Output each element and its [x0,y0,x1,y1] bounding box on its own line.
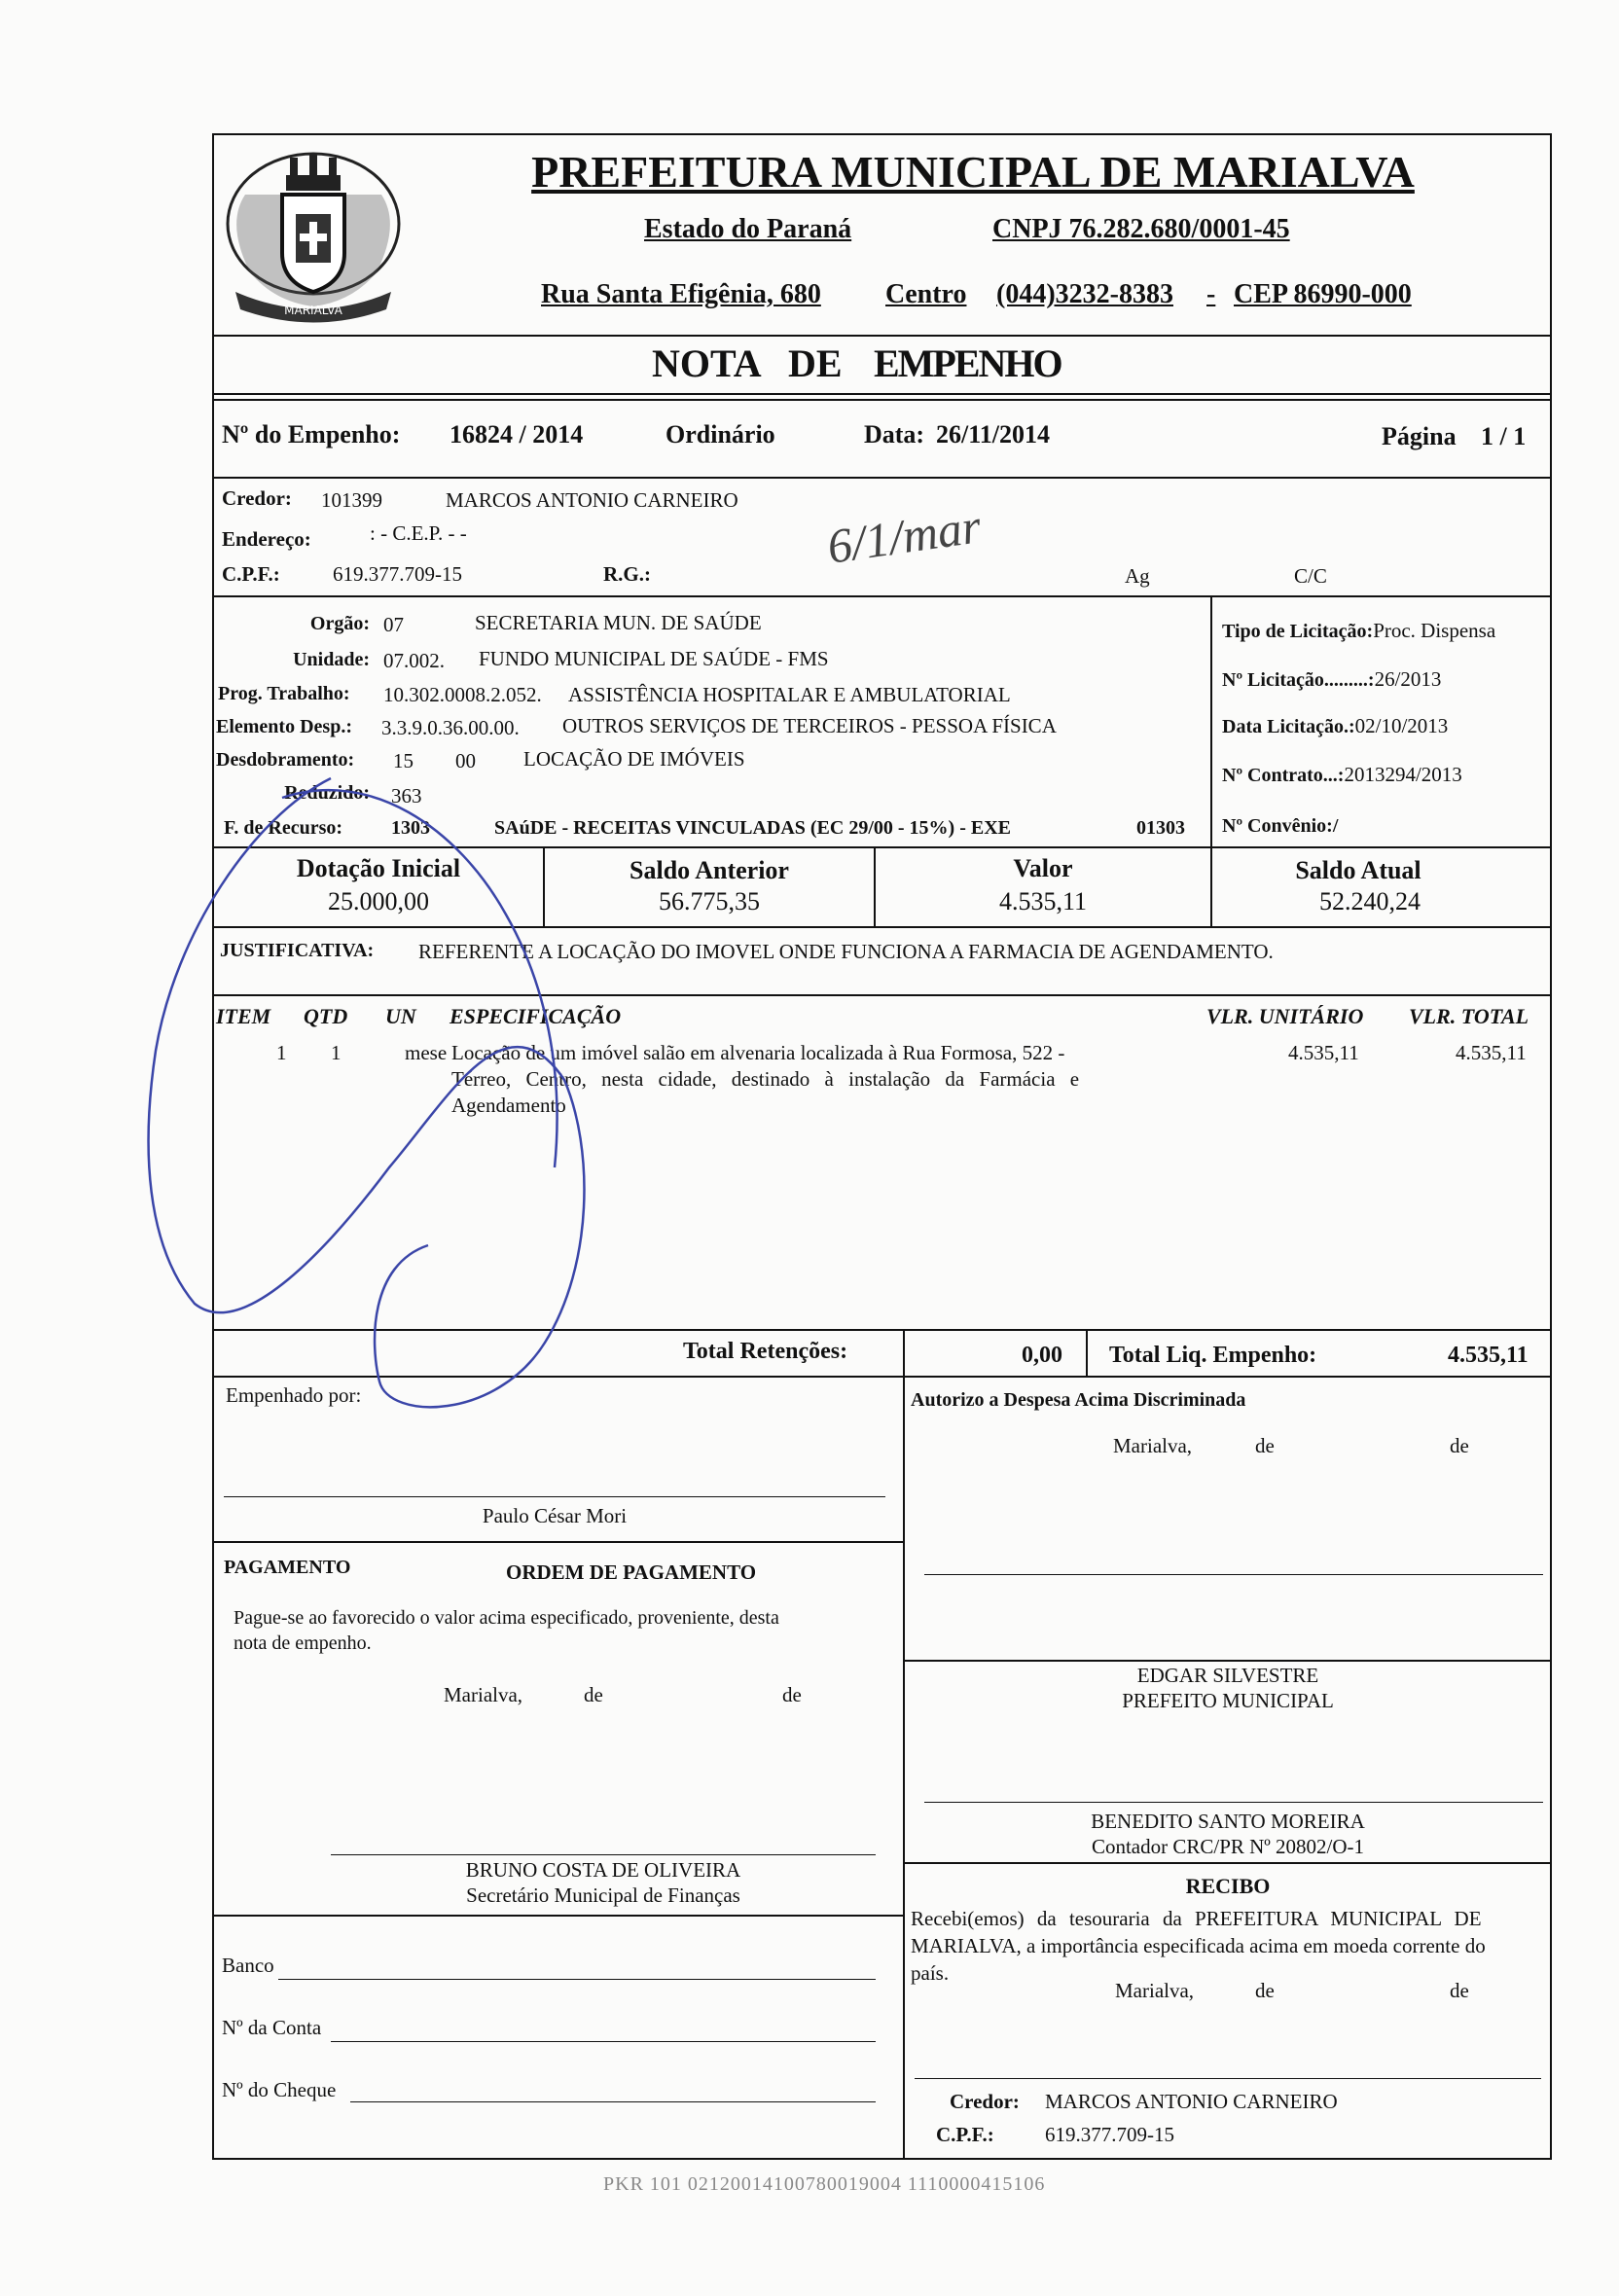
elemento-name: OUTROS SERVIÇOS DE TERCEIROS - PESSOA FÍSICA [562,714,1057,737]
cnpj-label: CNPJ 76.282.680/0001-45 [992,214,1290,244]
item-un: mese [405,1041,448,1064]
district-label: Centro [885,279,967,309]
empenho-date: 26/11/2014 [936,420,1051,448]
valor-value: 4.535,11 [998,887,1088,915]
contador-title: Contador CRC/PR Nº 20802/O-1 [1091,1835,1365,1858]
state-label: Estado do Paraná [644,214,852,244]
signature-line [915,2078,1541,2079]
contrato-label: Nº Contrato...: [1222,765,1345,786]
items-header-spec: ESPECIFICAÇÃO [450,1004,622,1028]
address-field-label: Endereço: [222,527,311,551]
pague-de-2: de [782,1683,802,1706]
divider [212,477,1552,479]
prog-label: Prog. Trabalho: [218,683,350,704]
divider [903,1329,905,1376]
saldo-atual-label: Saldo Atual [1295,856,1421,884]
doc-title-3: EMPENHO [874,341,1061,385]
banco-line [278,1979,876,1980]
empenhado-name: Paulo César Mori [482,1504,628,1527]
autorizo-label: Autorizo a Despesa Acima Discriminada [911,1389,1246,1411]
dash-separator: - [1206,279,1216,309]
prog-code: 10.302.0008.2.052. [383,683,542,706]
empenho-date-label: Data: [864,420,925,448]
signature-line [924,1574,1543,1575]
recibo-city: Marialva, [1115,1979,1195,2002]
contador-name: BENEDITO SANTO MOREIRA [1091,1810,1365,1833]
licitacao-type-value: Proc. Dispensa [1373,619,1496,642]
divider [212,1915,905,1917]
coat-of-arms-icon [216,136,411,331]
licitacao-number [1222,667,1441,692]
doc-title-1: NOTA [652,341,762,385]
item-total-value: 4.535,11 [1456,1041,1527,1064]
licitacao-date-value: 02/10/2013 [1354,714,1449,737]
credor-label: Credor: [222,486,292,510]
divider [903,1862,1552,1864]
licitacao-number-label: Nº Licitação.........: [1222,669,1375,691]
item-spec-line-3: Agendamento [451,1094,566,1117]
recibo-cpf: 619.377.709-15 [1045,2123,1174,2146]
items-header-item: ITEM [216,1004,271,1028]
contrato [1222,763,1462,787]
svg-text:MARIALVA: MARIALVA [284,304,342,317]
cheque-line [350,2101,876,2102]
cheque-label: Nº do Cheque [222,2078,337,2101]
divider [212,1541,905,1543]
recibo-de-1: de [1255,1979,1275,2002]
recibo-label: RECIBO [1185,1874,1271,1898]
desdobramento-code-1: 15 [393,749,414,772]
recibo-cpf-label: C.P.F.: [936,2123,994,2146]
ag-label: Ag [1125,564,1150,588]
retencoes-value: 0,00 [1022,1343,1062,1368]
address-field-value: : - C.E.P. - - [370,521,467,545]
pagamento-label: PAGAMENTO [224,1557,351,1578]
licitacao-type-label-text: Tipo de Licitação: [1222,621,1374,642]
pague-city: Marialva, [444,1683,523,1706]
liquido-value: 4.535,11 [1448,1343,1529,1368]
phone-label: (044)3232-8383 [996,279,1173,309]
signature-line [924,1802,1543,1803]
desdobramento-name: LOCAÇÃO DE IMÓVEIS [523,747,745,771]
item-spec-line-1: Locação de um imóvel salão em alvenaria localizada à Rua Formosa, 522 - [451,1041,1065,1064]
empenhado-label: Empenhado por: [226,1383,362,1407]
orgao-label: Orgão: [309,613,370,634]
licitacao-date [1222,714,1448,738]
conta-label: Nº da Conta [222,2016,322,2039]
recurso-name: SAúDE - RECEITAS VINCULADAS (EC 29/00 - 15%) - EXE [494,817,1011,839]
pague-line-1: Pague-se ao favorecido o valor acima especificado, proveniente, desta [234,1607,779,1629]
ordem-label: ORDEM DE PAGAMENTO [506,1561,757,1584]
item-qtd: 1 [331,1041,342,1064]
secretario-name: BRUNO COSTA DE OLIVEIRA [465,1858,741,1882]
recibo-credor-label: Credor: [950,2090,1020,2113]
licitacao-number-value: 26/2013 [1374,667,1442,691]
rg-label: R.G.: [603,562,651,586]
handwritten-note: 6/1/mar [823,498,985,574]
recibo-credor-name: MARCOS ANTONIO CARNEIRO [1045,2090,1338,2113]
unidade-name: FUNDO MUNICIPAL DE SAÚDE - FMS [479,647,829,670]
desdobramento-code-2: 00 [455,749,476,772]
dotacao-value: 25.000,00 [328,887,429,915]
conta-line [331,2041,876,2042]
autorizo-city: Marialva, [1113,1434,1193,1457]
page-title: PREFEITURA MUNICIPAL DE MARIALVA [531,147,1415,197]
pen-scribble-icon [136,759,642,1440]
recurso-code-2: 01303 [1136,817,1185,839]
licitacao-type-label [1222,619,1495,643]
cc-label: C/C [1294,564,1327,588]
licitacao-date-label: Data Licitação.: [1222,716,1355,737]
banco-label: Banco [222,1954,274,1977]
recibo-line-3: país. [911,1961,950,1985]
cpf-value: 619.377.709-15 [333,562,462,586]
signature-line [224,1496,885,1497]
recurso-label: F. de Recurso: [224,817,343,839]
reduzido-label: Reduzido: [284,782,370,804]
contrato-value: 2013294/2013 [1344,763,1462,786]
autorizo-de-1: de [1255,1434,1275,1457]
saldo-anterior-value: 56.775,35 [659,887,760,915]
unidade-label: Unidade: [293,649,370,670]
credor-name: MARCOS ANTONIO CARNEIRO [446,488,738,512]
item-unit-value: 4.535,11 [1288,1041,1359,1064]
justificativa-text: REFERENTE A LOCAÇÃO DO IMOVEL ONDE FUNCIONA A FARMACIA DE AGENDAMENTO. [418,940,1274,963]
empenho-type: Ordinário [666,420,775,448]
footer-stamp: PKR 101 02120014100780019004 1110000415106 [603,2173,1046,2195]
valor-label: Valor [1013,854,1073,882]
empenho-number-label: Nº do Empenho: [222,420,401,448]
autorizo-de-2: de [1450,1434,1469,1457]
divider [903,1660,1552,1662]
items-header-unit: VLR. UNITÁRIO [1206,1004,1364,1028]
secretario-title: Secretário Municipal de Finanças [466,1883,740,1907]
cpf-label: C.P.F.: [222,562,280,586]
saldo-atual-value: 52.240,24 [1319,887,1421,915]
address-label: Rua Santa Efigênia, 680 [541,279,821,309]
item-number: 1 [276,1041,287,1064]
cep-label: CEP 86990-000 [1234,279,1412,309]
pague-de-1: de [584,1683,603,1706]
pague-line-2: nota de empenho. [234,1632,372,1654]
orgao-code: 07 [383,613,404,636]
divider [903,1376,905,2160]
divider [212,393,1552,395]
credor-code: 101399 [321,488,382,512]
signature-line [331,1854,876,1855]
convenio-label: Nº Convênio:/ [1222,815,1339,837]
doc-title-2: DE [788,341,843,385]
liquido-label: Total Liq. Empenho: [1109,1343,1317,1368]
prefeito-title: PREFEITO MUNICIPAL [1122,1689,1334,1712]
recibo-line-1: Recebi(emos) da tesouraria da PREFEITURA MUNICIPAL DE [911,1907,1482,1930]
recibo-de-2: de [1450,1979,1469,2002]
divider [212,335,1552,337]
divider [212,595,1552,597]
prefeito-name: EDGAR SILVESTRE [1136,1664,1319,1687]
divider [1210,595,1212,846]
divider [212,399,1552,401]
items-header-qtd: QTD [304,1004,348,1028]
item-spec-line-2: Térreo, Centro, nesta cidade, destinado à instalação da Farmácia e [451,1067,1080,1091]
page-label: Página [1382,422,1457,450]
saldo-anterior-label: Saldo Anterior [630,856,789,884]
justificativa-label: JUSTIFICATIVA: [220,940,375,961]
reduzido-value: 363 [391,784,422,807]
desdobramento-label: Desdobramento: [216,749,355,771]
unidade-code: 07.002. [383,649,445,672]
divider [1086,1329,1088,1376]
prog-name: ASSISTÊNCIA HOSPITALAR E AMBULATORIAL [568,683,1011,706]
empenho-number: 16824 / 2014 [450,420,584,448]
recibo-line-2: MARIALVA, a importância especificada acima em moeda corrente do [911,1934,1486,1957]
orgao-name: SECRETARIA MUN. DE SAÚDE [475,611,762,634]
dotacao-label: Dotação Inicial [296,854,461,882]
items-header-un: UN [385,1004,416,1028]
elemento-code: 3.3.9.0.36.00.00. [381,716,520,739]
elemento-label: Elemento Desp.: [216,716,352,737]
retencoes-label: Total Retenções: [683,1339,848,1364]
recurso-code: 1303 [391,817,430,839]
items-header-total: VLR. TOTAL [1409,1004,1529,1028]
page-number: 1 / 1 [1481,422,1527,450]
